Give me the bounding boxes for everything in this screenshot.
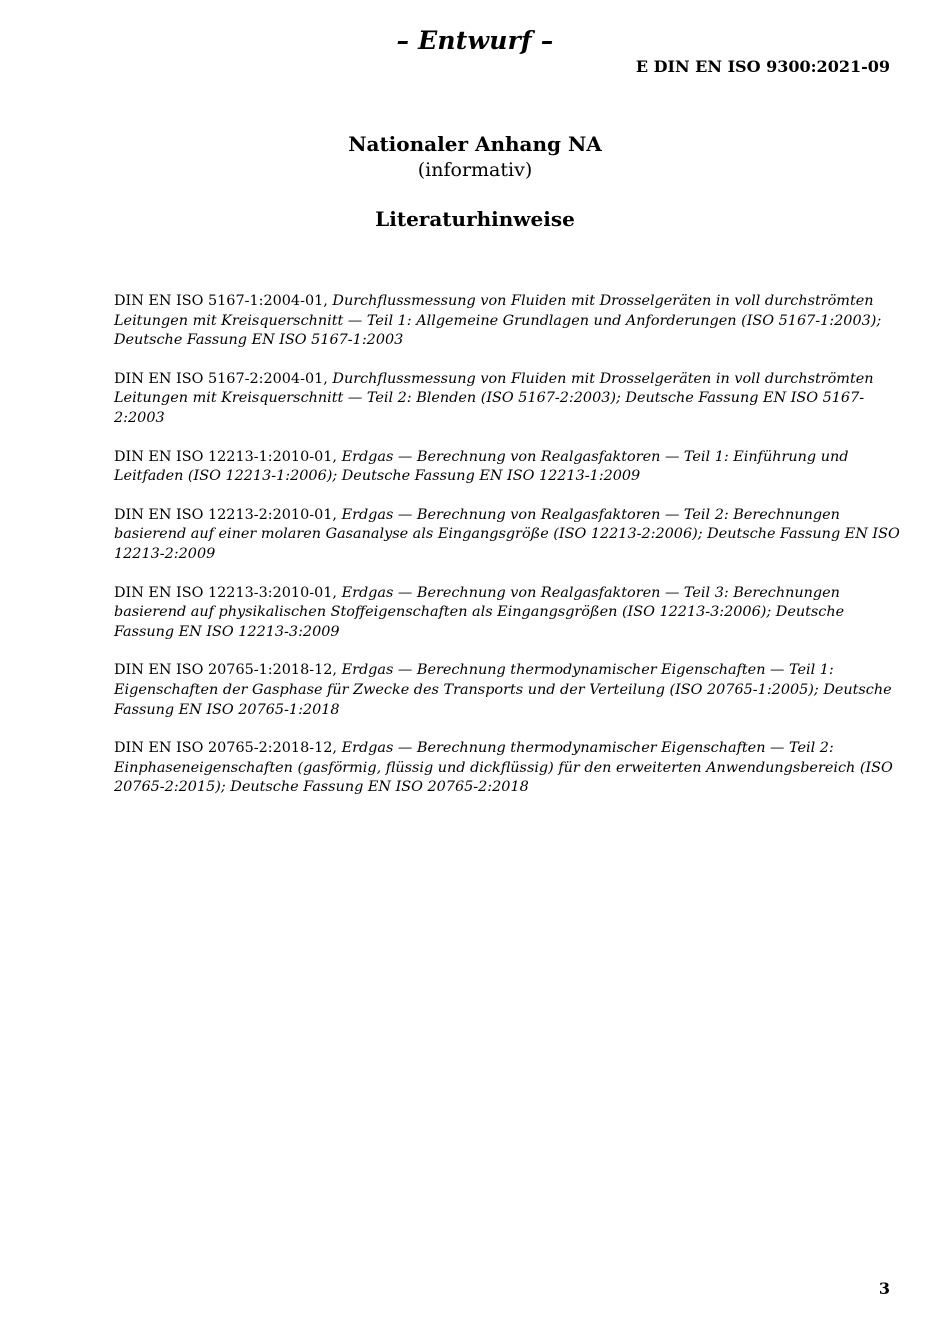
reference-id: DIN EN ISO 20765-2:2018-12,	[114, 740, 337, 757]
reference-entry	[114, 292, 904, 351]
page-number: 3	[878, 1279, 890, 1298]
annex-subtitle: (informativ)	[417, 159, 533, 181]
reference-entry	[114, 506, 904, 565]
reference-title: Erdgas — Berechnung thermodynamischer Eigenschaften — Teil 1: Eigenschaften der Gasphase für Zwecke des Transports und der Verteilung (ISO 20765-1:2005); Deutsche Fassung EN ISO 20765-1:2018	[114, 662, 892, 718]
reference-entry	[114, 448, 904, 487]
document-id: E DIN EN ISO 9300:2021-09	[635, 57, 890, 76]
annex-title: Nationaler Anhang NA	[348, 132, 602, 156]
draft-label: – Entwurf –	[396, 26, 554, 55]
reference-id: DIN EN ISO 12213-2:2010-01,	[114, 506, 337, 523]
reference-id: DIN EN ISO 12213-1:2010-01,	[114, 448, 337, 465]
reference-id: DIN EN ISO 5167-2:2004-01,	[114, 370, 328, 387]
section-title: Literaturhinweise	[375, 207, 575, 231]
reference-entry	[114, 584, 904, 643]
reference-title: Erdgas — Berechnung thermodynamischer Eigenschaften — Teil 2: Einphaseneigenschaften (gasförmig, flüssig und dickflüssig) für den erweiterten Anwendungsbereich (ISO 20765-2:2015); Deutsche Fassung EN ISO 20765-2:2018	[114, 740, 893, 796]
reference-id: DIN EN ISO 5167-1:2004-01,	[114, 293, 328, 309]
reference-title: Erdgas — Berechnung von Realgasfaktoren — Teil 3: Berechnungen basierend auf physikalischen Stoffeigenschaften als Eingangsgrößen (ISO 12213-3:2006); Deutsche Fassung EN ISO 12213-3:2009	[114, 584, 845, 640]
reference-id: DIN EN ISO 20765-1:2018-12,	[114, 662, 337, 679]
reference-title: Erdgas — Berechnung von Realgasfaktoren — Teil 2: Berechnungen basierend auf einer molaren Gasanalyse als Eingangsgröße (ISO 12213-2:2006); Deutsche Fassung EN ISO 12213-2:2009	[114, 506, 900, 562]
reference-title: Durchflussmessung von Fluiden mit Drosselgeräten in voll durchströmten Leitungen mit Kreisquerschnitt — Teil 2: Blenden (ISO 5167-2:2003); Deutsche Fassung EN ISO 5167-2:2003	[114, 370, 874, 426]
reference-id: DIN EN ISO 12213-3:2010-01,	[114, 584, 337, 601]
reference-title: Erdgas — Berechnung von Realgasfaktoren — Teil 1: Einführung und Leitfaden (ISO 12213-1:2006); Deutsche Fassung EN ISO 12213-1:2009	[114, 448, 849, 485]
reference-entry	[114, 370, 904, 429]
reference-entry	[114, 739, 904, 798]
reference-title: Durchflussmessung von Fluiden mit Drosselgeräten in voll durchströmten Leitungen mit Kreisquerschnitt — Teil 1: Allgemeine Grundlagen und Anforderungen (ISO 5167-1:2003); Deutsche Fassung EN ISO 5167-1:2003	[114, 293, 882, 349]
reference-list	[114, 292, 904, 817]
reference-entry	[114, 661, 904, 720]
